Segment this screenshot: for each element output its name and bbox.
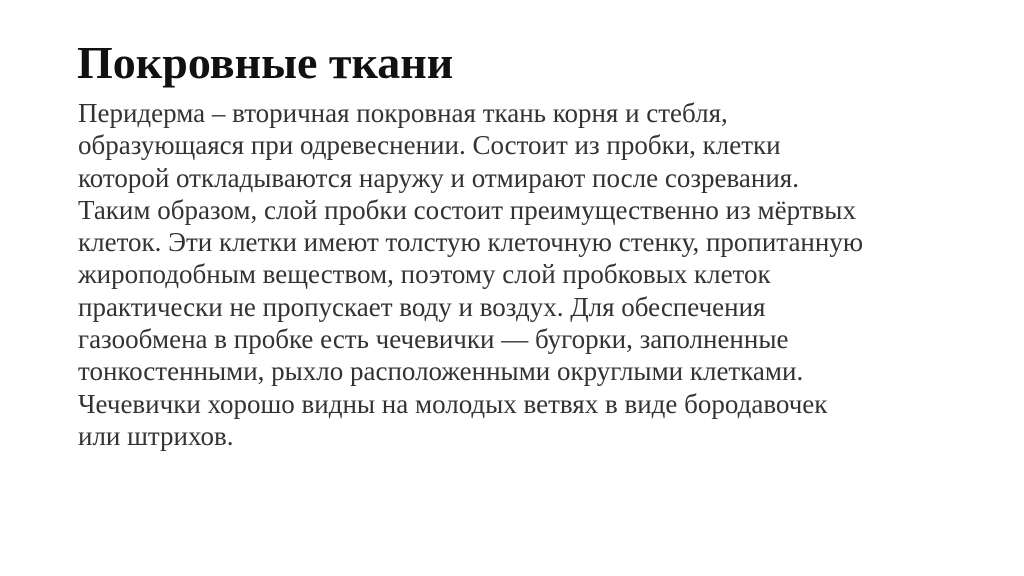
slide-title: Покровные ткани — [77, 37, 454, 88]
body-line: газообмена в пробке есть чечевички — бугорки, заполненные — [78, 324, 789, 355]
body-line: или штрихов. — [78, 420, 234, 451]
body-line: практически не пропускает воду и воздух. Для обеспечения — [78, 291, 766, 322]
body-line: тонкостенными, рыхло расположенными округлыми клетками. — [78, 356, 804, 387]
body-line: образующаяся при одревеснении. Состоит из пробки, клетки — [78, 130, 781, 161]
body-line: которой откладываются наружу и отмирают после созревания. — [78, 162, 799, 193]
body-line: жироподобным веществом, поэтому слой пробковых клеток — [78, 259, 771, 290]
body-line: клеток. Эти клетки имеют толстую клеточную стенку, пропитанную — [78, 227, 863, 258]
body-line: Таким образом, слой пробки состоит преимущественно из мёртвых — [78, 194, 856, 225]
body-line: Перидерма – вторичная покровная ткань корня и стебля, — [78, 98, 728, 128]
body-line: Чечевички хорошо видны на молодых ветвях в виде бородавочек — [78, 388, 828, 419]
slide-body-text — [78, 97, 863, 452]
